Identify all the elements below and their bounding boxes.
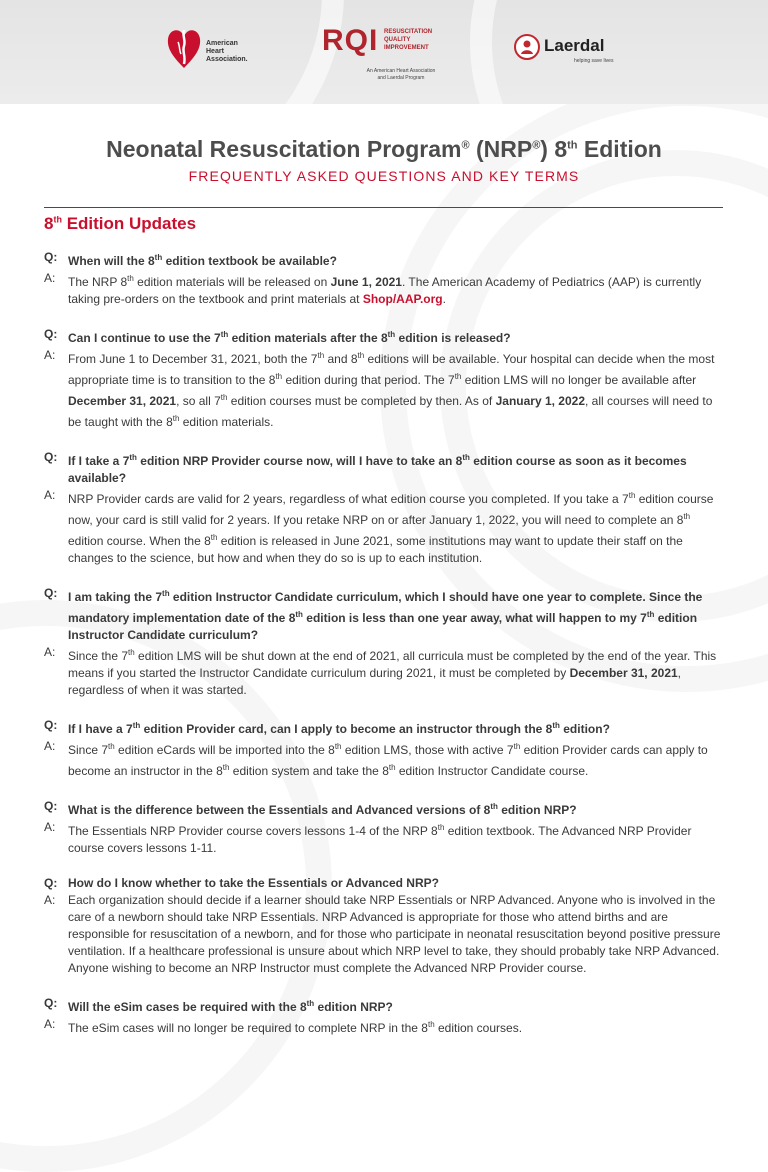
superscript: th [552,721,560,730]
divider [44,207,723,208]
text-segment: edition Instructor Candidate curriculum, which I should have one year to complete. Since the mandatory implementation date of the 8 [68,590,703,625]
title-superscript: th [567,139,578,152]
answer-text [68,270,724,308]
section-heading-superscript: th [53,214,62,225]
text-segment: December 31, 2021 [569,666,678,680]
superscript: th [154,253,163,262]
text-segment: edition materials will be released on [133,275,331,289]
question-label: Q: [44,586,58,600]
question-text [68,717,724,738]
question-label: Q: [44,996,58,1010]
faq-question [44,798,724,819]
text-segment: , all courses will need to be taught with the 8 [68,394,713,429]
answer-label: A: [44,739,56,753]
text-segment: edition textbook. The Advanced NRP Provider course covers lessons 1-11. [68,824,692,855]
text-segment: edition is released? [395,331,511,345]
answer-text [68,487,724,567]
superscript: th [129,453,137,462]
answer-label: A: [44,820,56,834]
section-heading [44,214,196,234]
header-banner [0,0,768,104]
title-part: Neonatal Resuscitation Program [106,136,462,162]
rqi-logo [322,22,452,86]
text-segment: January 1, 2022 [495,394,586,408]
superscript: th [127,274,134,283]
text-segment: What is the difference between the Essentials and Advanced versions of 8 [68,803,491,817]
superscript: th [387,330,396,339]
superscript: th [108,742,115,751]
text-segment: edition Provider cards can apply to become an instructor in the 8 [68,743,708,778]
superscript: th [210,533,218,542]
faq-answer [44,1016,724,1037]
superscript: th [162,589,170,598]
text-segment: edition NRP? [314,1000,393,1014]
faq-question [44,875,724,892]
superscript: th [128,648,135,657]
text-segment: edition is less than one year away, what will happen to my 7 [302,611,647,625]
title-part: Edition [577,136,662,162]
text-segment: edition textbook be available? [162,254,337,268]
aha-heart-icon [166,24,202,70]
text-segment: The eSim cases will no longer be required to complete NRP in the 8 [68,1021,428,1035]
section-heading-part: 8 [44,214,54,233]
text-segment: edition course. When the 8 [68,534,211,548]
page-subtitle: FREQUENTLY ASKED QUESTIONS AND KEY TERMS [188,168,580,184]
rqi-wordmark: RQI [322,24,379,57]
superscript: th [437,823,445,832]
laerdal-tagline: helping save lives [574,58,614,64]
text-segment: The NRP 8 [68,275,128,289]
text-segment: December 31, 2021 [68,394,177,408]
answer-text [68,819,724,857]
superscript: th [388,763,396,772]
section-heading-part: Edition Updates [61,214,197,233]
question-label: Q: [44,327,58,341]
answer-label: A: [44,1017,56,1031]
text-segment: edition NRP? [497,803,577,817]
superscript: th [513,742,521,751]
superscript: th [454,372,462,381]
superscript: th [317,351,325,360]
answer-label: A: [44,893,56,907]
title-part: (NRP [469,136,533,162]
text-segment: edition? [559,722,610,736]
superscript: th [172,414,180,423]
faq-item [44,449,724,567]
text-segment: Can I continue to use the 7 [68,331,221,345]
faq-item [44,798,724,857]
faq-question [44,585,724,644]
faq-answer [44,644,724,699]
title-part: ) 8 [540,136,568,162]
superscript: th [220,330,229,339]
superscript: th [683,512,691,521]
laerdal-wordmark: Laerdal [544,36,605,55]
text-segment: , regardless of when it was started. [68,666,682,697]
answer-label: A: [44,488,56,502]
rqi-subtitle: An American Heart Association and Laerdal Program [366,68,436,81]
question-label: Q: [44,450,58,464]
text-segment: June 1, 2021 [330,275,402,289]
text-segment: edition Instructor Candidate course. [395,764,589,778]
faq-item [44,249,724,308]
question-text [68,798,724,819]
question-label: Q: [44,876,58,890]
answer-text [68,1016,724,1037]
text-segment: edition LMS will be shut down at the end of 2021, all curricula must be completed by the end of the year. This means if you started the Instructor Candidate curriculum during 2021, it must be completed by [68,649,717,680]
superscript: th [490,802,498,811]
aha-logo [166,24,256,72]
faq-item [44,995,724,1037]
superscript: th [357,351,365,360]
faq-question [44,995,724,1016]
text-segment: edition course as soon as it becomes available? [68,454,687,485]
text-segment: How do I know whether to take the Essentials or Advanced NRP? [68,876,439,890]
superscript: th [462,453,470,462]
text-segment: edition courses. [434,1021,523,1035]
text-segment: edition materials. [179,415,274,429]
superscript: th [295,610,303,619]
text-segment: When will the 8 [68,254,155,268]
question-text [68,449,724,487]
aha-wordmark: American Heart Association. [206,40,248,63]
title-registered-mark: ® [461,139,470,152]
answer-text [68,738,724,780]
text-segment: edition Provider card, can I apply to become an instructor through the 8 [140,722,553,736]
question-text [68,326,724,347]
answer-label: A: [44,271,56,285]
superscript: th [334,742,342,751]
page-title [0,136,768,163]
text-segment: If I have a 7 [68,722,133,736]
text-segment: . [442,292,446,306]
superscript: th [628,491,636,500]
answer-label: A: [44,348,56,362]
superscript: th [275,372,283,381]
text-segment: If I take a 7 [68,454,130,468]
faq-answer [44,270,724,308]
question-text [68,875,724,892]
superscript: th [222,763,230,772]
laerdal-emblem-icon [514,34,540,60]
text-segment: edition is released in June 2021, some institutions may want to update their staff on the changes to the science, but how and when they do so is up to each institution. [68,534,683,565]
text-segment: edition course now, your card is still valid for 2 years. If you retake NRP on or after January 1, 2022, you will need to complete an 8 [68,492,714,527]
text-segment: edition NRP Provider course now, will I have to take an 8 [136,454,463,468]
faq-answer [44,892,724,977]
faq-answer [44,347,724,431]
faq-item [44,717,724,780]
faq-item [44,326,724,431]
text-segment: edition Instructor Candidate curriculum? [68,611,698,642]
text-segment: Since the 7 [68,649,129,663]
answer-text [68,892,724,977]
rqi-tagline: RESUSCITATION QUALITY IMPROVEMENT [384,29,433,51]
faq-item [44,585,724,699]
text-segment: , so all 7 [176,394,221,408]
text-segment: edition courses must be completed by then. As of [227,394,496,408]
text-segment: edition materials after the 8 [228,331,388,345]
faq-question [44,717,724,738]
laerdal-logo [514,32,614,72]
faq-list [44,249,724,1055]
superscript: th [306,999,315,1008]
faq-answer [44,819,724,857]
superscript: th [646,610,655,619]
question-label: Q: [44,250,58,264]
faq-question [44,449,724,487]
faq-answer [44,487,724,567]
text-segment: and 8 [324,352,358,366]
faq-item [44,875,724,977]
text-segment: Will the eSim cases be required with the 8 [68,1000,307,1014]
text-segment: edition system and take the 8 [229,764,389,778]
text-segment: Since 7 [68,743,109,757]
question-text [68,585,724,644]
text-segment: From June 1 to December 31, 2021, both the 7 [68,352,318,366]
text-segment: edition LMS will no longer be available after [461,373,697,387]
text-segment: The Essentials NRP Provider course covers lessons 1-4 of the NRP 8 [68,824,438,838]
text-segment: NRP Provider cards are valid for 2 years, regardless of what edition course you completed. If you take a 7 [68,492,629,506]
text-segment: edition eCards will be imported into the 8 [114,743,335,757]
faq-answer [44,738,724,780]
text-segment: Each organization should decide if a learner should take NRP Essentials or NRP Advanced. Anyone who is involved in the care of a newborn should take NRP Essentials. NRP Advanced is appropriate for those who attend births and are responsible for resuscitation of a newborn, and for those who participate in neonatal resuscitation beyond positive pressure ventilation. If a healthcare professional is unsure about which NRP level to take, they should probably take NRP Advanced. Anyone wishing to become an NRP Instructor must complete the Advanced NRP Provider course. [68,893,721,975]
faq-question [44,249,724,270]
question-label: Q: [44,718,58,732]
shop-link[interactable]: Shop/AAP.org [362,292,443,306]
text-segment: edition during that period. The 7 [282,373,455,387]
superscript: th [132,721,141,730]
faq-question [44,326,724,347]
text-segment: edition LMS, those with active 7 [341,743,514,757]
answer-text [68,347,724,431]
question-text [68,249,724,270]
answer-text [68,644,724,699]
question-label: Q: [44,799,58,813]
question-text [68,995,724,1016]
superscript: th [427,1020,435,1029]
text-segment: I am taking the 7 [68,590,163,604]
answer-label: A: [44,645,56,659]
superscript: th [220,393,228,402]
title-registered-mark: ® [532,139,541,152]
text-segment: . The American Academy of Pediatrics (AAP) is currently taking pre-orders on the textbook and print materials at [68,275,702,306]
text-segment: editions will be available. Your hospital can decide when the most appropriate time is to transition to the 8 [68,352,715,387]
